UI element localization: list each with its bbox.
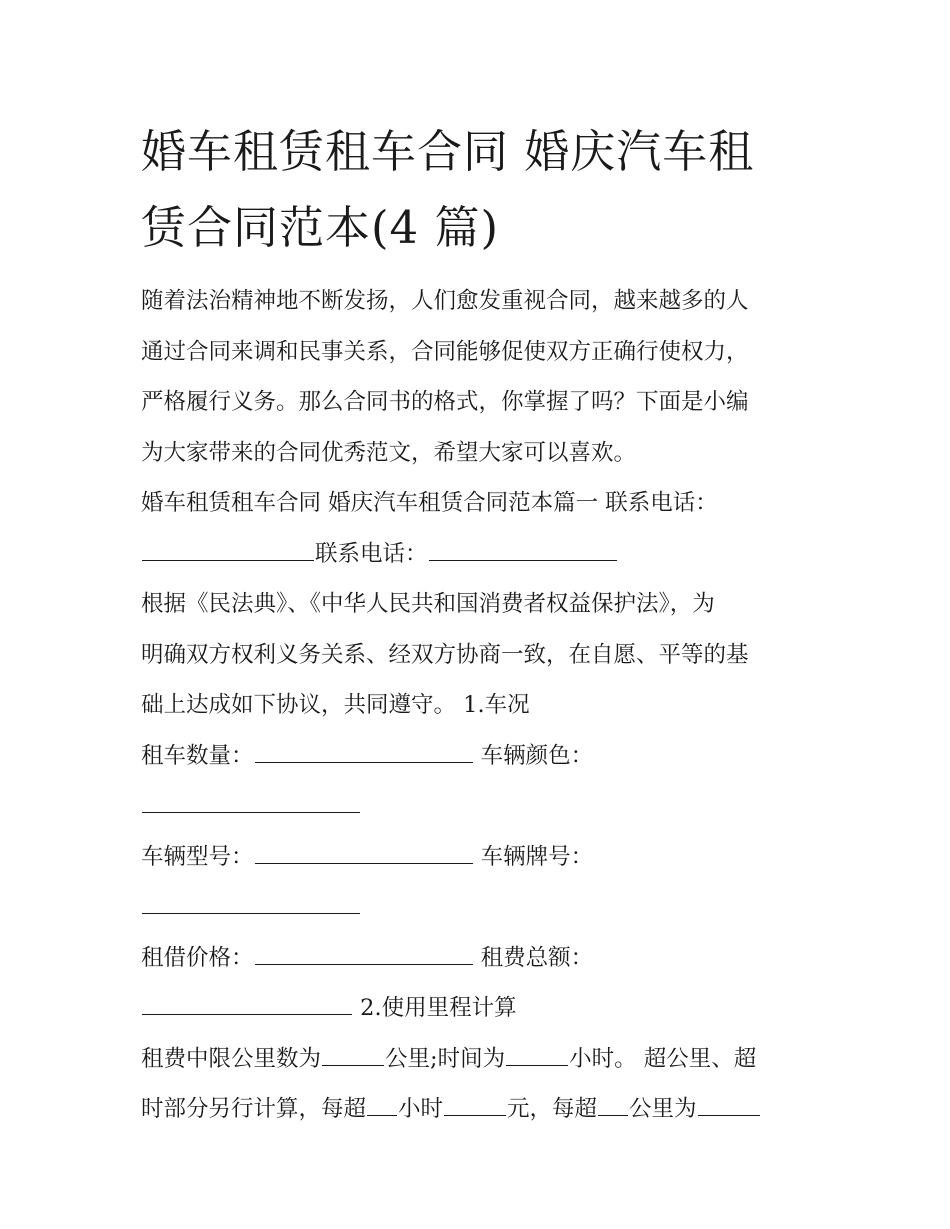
rent-quantity-blank [255, 740, 473, 763]
mileage-row-2 [141, 1084, 821, 1135]
mileage-text: 租费中限公里数为 [141, 1045, 322, 1072]
mileage-text: 时部分另行计算，每超 [141, 1096, 367, 1122]
rent-total-label: 租费总额： [480, 944, 594, 971]
intro-line: 为大家带来的合同优秀范文，希望大家可以喜欢。 [141, 439, 637, 466]
contact-blank-1 [142, 538, 314, 561]
mileage-row-1 [141, 1034, 821, 1085]
field-row [141, 882, 821, 933]
vehicle-model-label: 车辆型号： [141, 843, 254, 870]
vehicle-color-blank [142, 790, 360, 813]
intro-line: 严格履行义务。那么合同书的格式，你掌握了吗？下面是小编 [141, 389, 749, 415]
field-row [141, 983, 821, 1034]
document-body [141, 276, 821, 1135]
over-km-fee-blank [698, 1093, 760, 1116]
over-km-blank [598, 1093, 628, 1116]
basis-line: 础上达成如下协议，共同遵守。 1.车况 [141, 692, 530, 718]
title-line-1: 婚车租赁租车合同 婚庆汽车租 [141, 125, 755, 178]
document-title [141, 114, 821, 266]
overtime-fee-blank [444, 1093, 506, 1116]
overtime-hours-blank [367, 1093, 397, 1116]
field-row [141, 731, 821, 782]
contact-label-2: 联系电话： [315, 540, 428, 567]
mileage-text: 小时 [398, 1096, 444, 1122]
field-row [141, 933, 821, 984]
contact-blank-2 [429, 538, 617, 561]
rent-price-label: 租借价格： [141, 944, 254, 971]
mileage-text: 小时。 超公里、超 [569, 1045, 757, 1072]
vehicle-color-label: 车辆颜色： [480, 742, 594, 769]
contact-row [141, 529, 821, 580]
intro-line: 通过合同来调和民事关系，合同能够促使双方正确行使权力， [141, 338, 749, 365]
mileage-limit-blank [322, 1043, 384, 1066]
basis-line: 明确双方权利义务关系、经双方协商一致，在自愿、平等的基 [141, 641, 749, 668]
mileage-text: 公里;时间为 [385, 1045, 506, 1072]
rent-quantity-label: 租车数量： [141, 742, 254, 769]
vehicle-model-blank [255, 841, 473, 864]
plate-number-blank [142, 891, 360, 914]
field-row [141, 832, 821, 883]
section-2-heading: 2.使用里程计算 [360, 995, 517, 1021]
intro-line: 随着法治精神地不断发扬，人们愈发重视合同，越来越多的人 [141, 288, 749, 314]
time-limit-blank [506, 1043, 568, 1066]
field-row [141, 781, 821, 832]
basis-line: 根据《民法典》、《中华人民共和国消费者权益保护法》，为 [141, 591, 715, 617]
title-line-2: 赁合同范本(4 篇) [141, 201, 500, 254]
plate-number-label: 车辆牌号： [480, 843, 594, 870]
rent-price-blank [255, 942, 473, 965]
mileage-text: 元，每超 [507, 1096, 598, 1122]
section-heading: 婚车租赁租车合同 婚庆汽车租赁合同范本篇一 联系电话： [141, 490, 718, 516]
mileage-text: 公里为 [629, 1096, 697, 1122]
rent-total-blank [142, 992, 352, 1015]
